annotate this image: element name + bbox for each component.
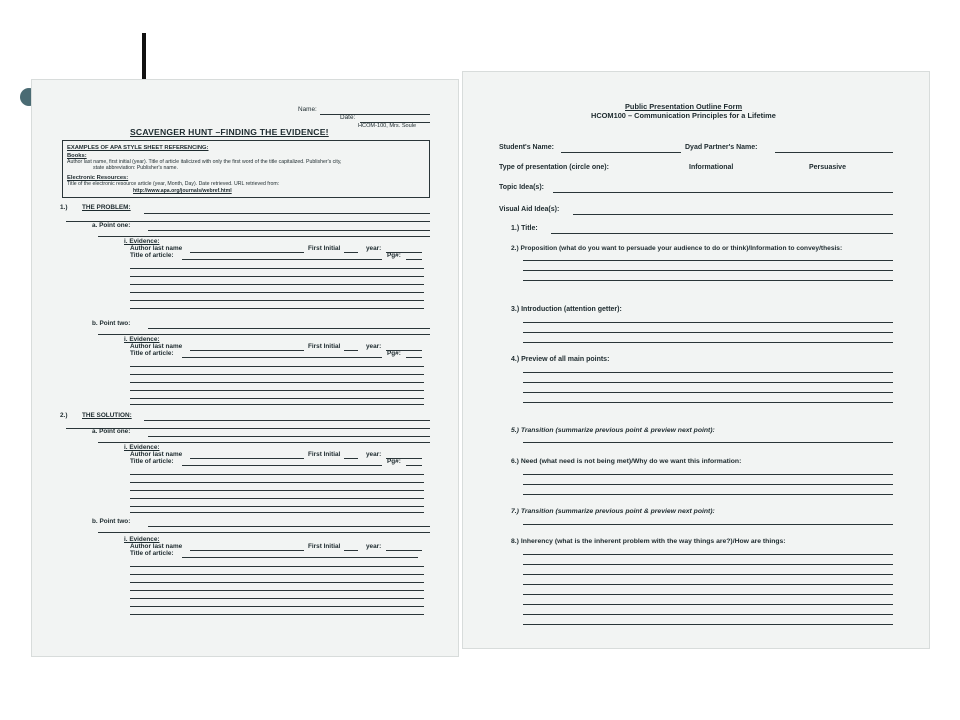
evidence-label: i. Evidence:: [124, 536, 160, 543]
apa-examples-box: [62, 140, 430, 198]
topic-ideas-label: Topic Idea(s):: [499, 184, 544, 191]
section2-point-two: b. Point two:: [92, 518, 131, 525]
pg-label: Pg#:: [387, 350, 401, 357]
apa-electronic-line2: http://www.apa.org/journals/webref.html: [133, 188, 232, 194]
item-7-transition: 7.) Transition (summarize previous point & preview next point):: [511, 508, 715, 515]
option-informational: Informational: [689, 164, 734, 171]
item-2-proposition: 2.) Proposition (what do you want to persuade your audience to do or think)/Information to convey/thesis:: [511, 245, 843, 252]
visual-aid-label: Visual Aid Idea(s):: [499, 206, 560, 213]
section1-point-two: b. Point two:: [92, 320, 131, 327]
title-of-article-label: Title of article:: [130, 458, 174, 465]
pg-label: Pg#:: [387, 458, 401, 465]
first-initial-label: First Initial: [308, 343, 341, 350]
scavenger-hunt-worksheet-image: [32, 80, 458, 656]
year-label: year:: [366, 451, 382, 458]
item-8-inherency: 8.) Inherency (what is the inherent problem with the way things are?)/How are things:: [511, 538, 786, 545]
apa-books-label: Books:: [67, 153, 87, 159]
presentation-outline-form-image: [463, 72, 929, 648]
header-date-label: Date:: [340, 114, 356, 121]
year-label: year:: [366, 343, 382, 350]
students-name-label: Student's Name:: [499, 144, 554, 151]
outline-form-title: Public Presentation Outline Form: [625, 102, 743, 111]
evidence-label: i. Evidence:: [124, 336, 160, 343]
title-of-article-label: Title of article:: [130, 550, 174, 557]
section1-title: THE PROBLEM:: [82, 204, 131, 211]
item-1-title: 1.) Title:: [511, 225, 538, 232]
apa-electronic-line1: Title of the electronic resource article (year, Month, Day). Date retrieved. URL retrieved from:: [67, 181, 280, 187]
section1-point-one: a. Point one:: [92, 222, 131, 229]
dyad-partner-label: Dyad Partner's Name:: [685, 144, 758, 151]
first-initial-label: First Initial: [308, 245, 341, 252]
author-label: Author last name: [130, 543, 183, 550]
worksheet-title: SCAVENGER HUNT –FINDING THE EVIDENCE!: [130, 127, 329, 137]
author-label: Author last name: [130, 343, 183, 350]
apa-electronic-label: Electronic Resources:: [67, 175, 129, 181]
header-name-label: Name:: [298, 106, 317, 113]
header-course: HCOM-100, Mrs. Soule: [358, 123, 417, 129]
item-4-preview: 4.) Preview of all main points:: [511, 356, 610, 363]
item-3-introduction: 3.) Introduction (attention getter):: [511, 306, 622, 313]
apa-heading: EXAMPLES OF APA STYLE SHEET REFERENCING:: [67, 145, 209, 151]
author-label: Author last name: [130, 245, 183, 252]
presentation-type-label: Type of presentation (circle one):: [499, 164, 609, 171]
evidence-label: i. Evidence:: [124, 444, 160, 451]
year-label: year:: [366, 543, 382, 550]
title-of-article-label: Title of article:: [130, 350, 174, 357]
item-5-transition: 5.) Transition (summarize previous point & preview next point):: [511, 427, 715, 434]
section2-point-one: a. Point one:: [92, 428, 131, 435]
section2-number: 2.): [60, 412, 68, 419]
outline-form-subtitle: HCOM100 – Communication Principles for a Lifetime: [591, 111, 776, 120]
author-label: Author last name: [130, 451, 183, 458]
item-6-need: 6.) Need (what need is not being met)/Why do we want this information:: [511, 458, 742, 465]
title-accent-bar: [142, 33, 146, 79]
pg-label: Pg#:: [387, 252, 401, 259]
evidence-label: i. Evidence:: [124, 238, 160, 245]
first-initial-label: First Initial: [308, 543, 341, 550]
section1-number: 1.): [60, 204, 68, 211]
year-label: year:: [366, 245, 382, 252]
apa-books-line2: state abbreviation: Publisher's name.: [93, 165, 178, 171]
title-of-article-label: Title of article:: [130, 252, 174, 259]
section2-title: THE SOLUTION:: [82, 412, 132, 419]
first-initial-label: First Initial: [308, 451, 341, 458]
option-persuasive: Persuasive: [809, 164, 846, 171]
apa-books-line1: Author last name, first initial (year). Title of article italicized with only the first word of the title capitalized. Publisher's city,: [67, 159, 342, 165]
